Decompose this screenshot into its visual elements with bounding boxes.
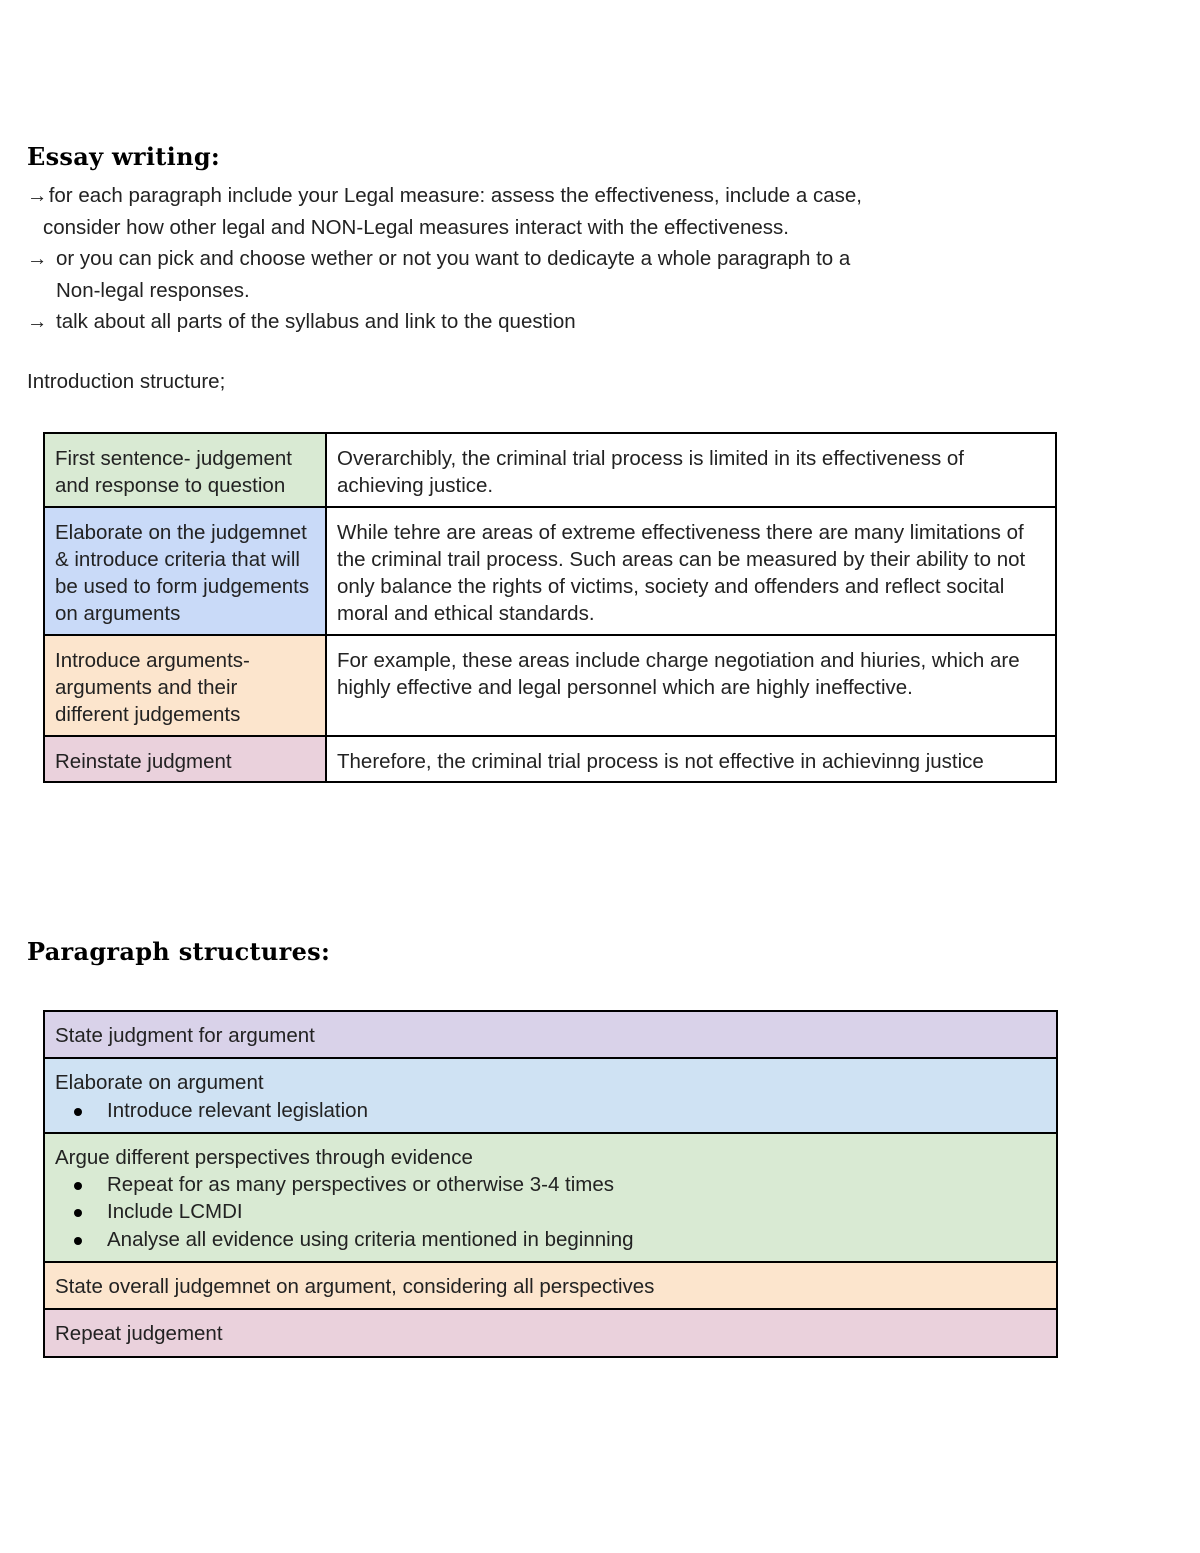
list-item: Analyse all evidence using criteria mentioned in beginning: [107, 1226, 1046, 1253]
structure-cell: [44, 1133, 1057, 1262]
row-content-cell: For example, these areas include charge negotiation and hiuries, which are highly effective and legal personnel which are highly ineffective.: [326, 635, 1056, 736]
arrow-icon: →: [27, 310, 48, 333]
note-item: [27, 243, 1027, 306]
row-label-cell: Elaborate on the judgemnet & introduce criteria that will be used to form judgements on arguments: [44, 507, 326, 635]
structure-bullet-list: [55, 1097, 1046, 1124]
structure-cell: [44, 1058, 1057, 1133]
paragraph-structures-heading: Paragraph structures:: [27, 937, 331, 966]
note-text: [43, 306, 576, 338]
list-item: Include LCMDI: [107, 1198, 1046, 1225]
row-label-cell: Reinstate judgment: [44, 736, 326, 782]
structure-step-text: Repeat judgement: [55, 1322, 223, 1346]
essay-notes-list: [27, 180, 1027, 338]
introduction-structure-label: Introduction structure;: [27, 370, 226, 393]
table-row: [44, 433, 1056, 507]
structure-cell: [44, 1011, 1057, 1058]
structure-step-text: State overall judgemnet on argument, considering all perspectives: [55, 1275, 655, 1299]
arrow-icon: →: [27, 184, 48, 207]
note-item: [27, 180, 1027, 243]
structure-step-text: Elaborate on argument: [55, 1071, 264, 1095]
table-row: [44, 507, 1056, 635]
structure-bullet-list: [55, 1171, 1046, 1253]
row-content-cell: Overarchibly, the criminal trial process is limited in its effectiveness of achieving justice.: [326, 433, 1056, 507]
structure-cell: [44, 1262, 1057, 1309]
table-row: [44, 1011, 1057, 1058]
introduction-structure-table: [43, 432, 1057, 783]
note-line: Non-legal responses.: [56, 278, 250, 302]
row-label-cell: Introduce arguments- arguments and their different judgements: [44, 635, 326, 736]
table-row: [44, 736, 1056, 782]
row-label-cell: First sentence- judgement and response to question: [44, 433, 326, 507]
table-row: [44, 1262, 1057, 1309]
paragraph-structure-table: [43, 1010, 1058, 1358]
arrow-icon: →: [27, 247, 48, 270]
note-text: [43, 243, 850, 306]
structure-cell: [44, 1309, 1057, 1356]
note-line: for each paragraph include your Legal measure: assess the effectiveness, include a case,: [43, 184, 862, 207]
note-line: or you can pick and choose wether or not you want to dedicayte a whole paragraph to a: [56, 247, 851, 270]
table-row: [44, 1133, 1057, 1262]
note-text: [43, 180, 862, 243]
note-line: consider how other legal and NON-Legal measures interact with the effectiveness.: [43, 215, 789, 239]
note-item: [27, 306, 1027, 338]
list-item: Repeat for as many perspectives or otherwise 3-4 times: [107, 1171, 1046, 1198]
structure-step-text: Argue different perspectives through evidence: [55, 1145, 473, 1169]
structure-step-text: State judgment for argument: [55, 1024, 315, 1047]
table-row: [44, 1309, 1057, 1356]
row-content-cell: Therefore, the criminal trial process is not effective in achievinng justice: [326, 736, 1056, 782]
list-item: Introduce relevant legislation: [107, 1097, 1046, 1124]
row-content-cell: While tehre are areas of extreme effectiveness there are many limitations of the criminal trail process. Such areas can be measured by their ability to not only balance the rights of victims, society and offenders and reflect socital moral and ethical standards.: [326, 507, 1056, 635]
table-row: [44, 1058, 1057, 1133]
note-line: talk about all parts of the syllabus and link to the question: [56, 310, 576, 333]
essay-writing-heading: Essay writing:: [27, 142, 221, 171]
table-row: [44, 635, 1056, 736]
